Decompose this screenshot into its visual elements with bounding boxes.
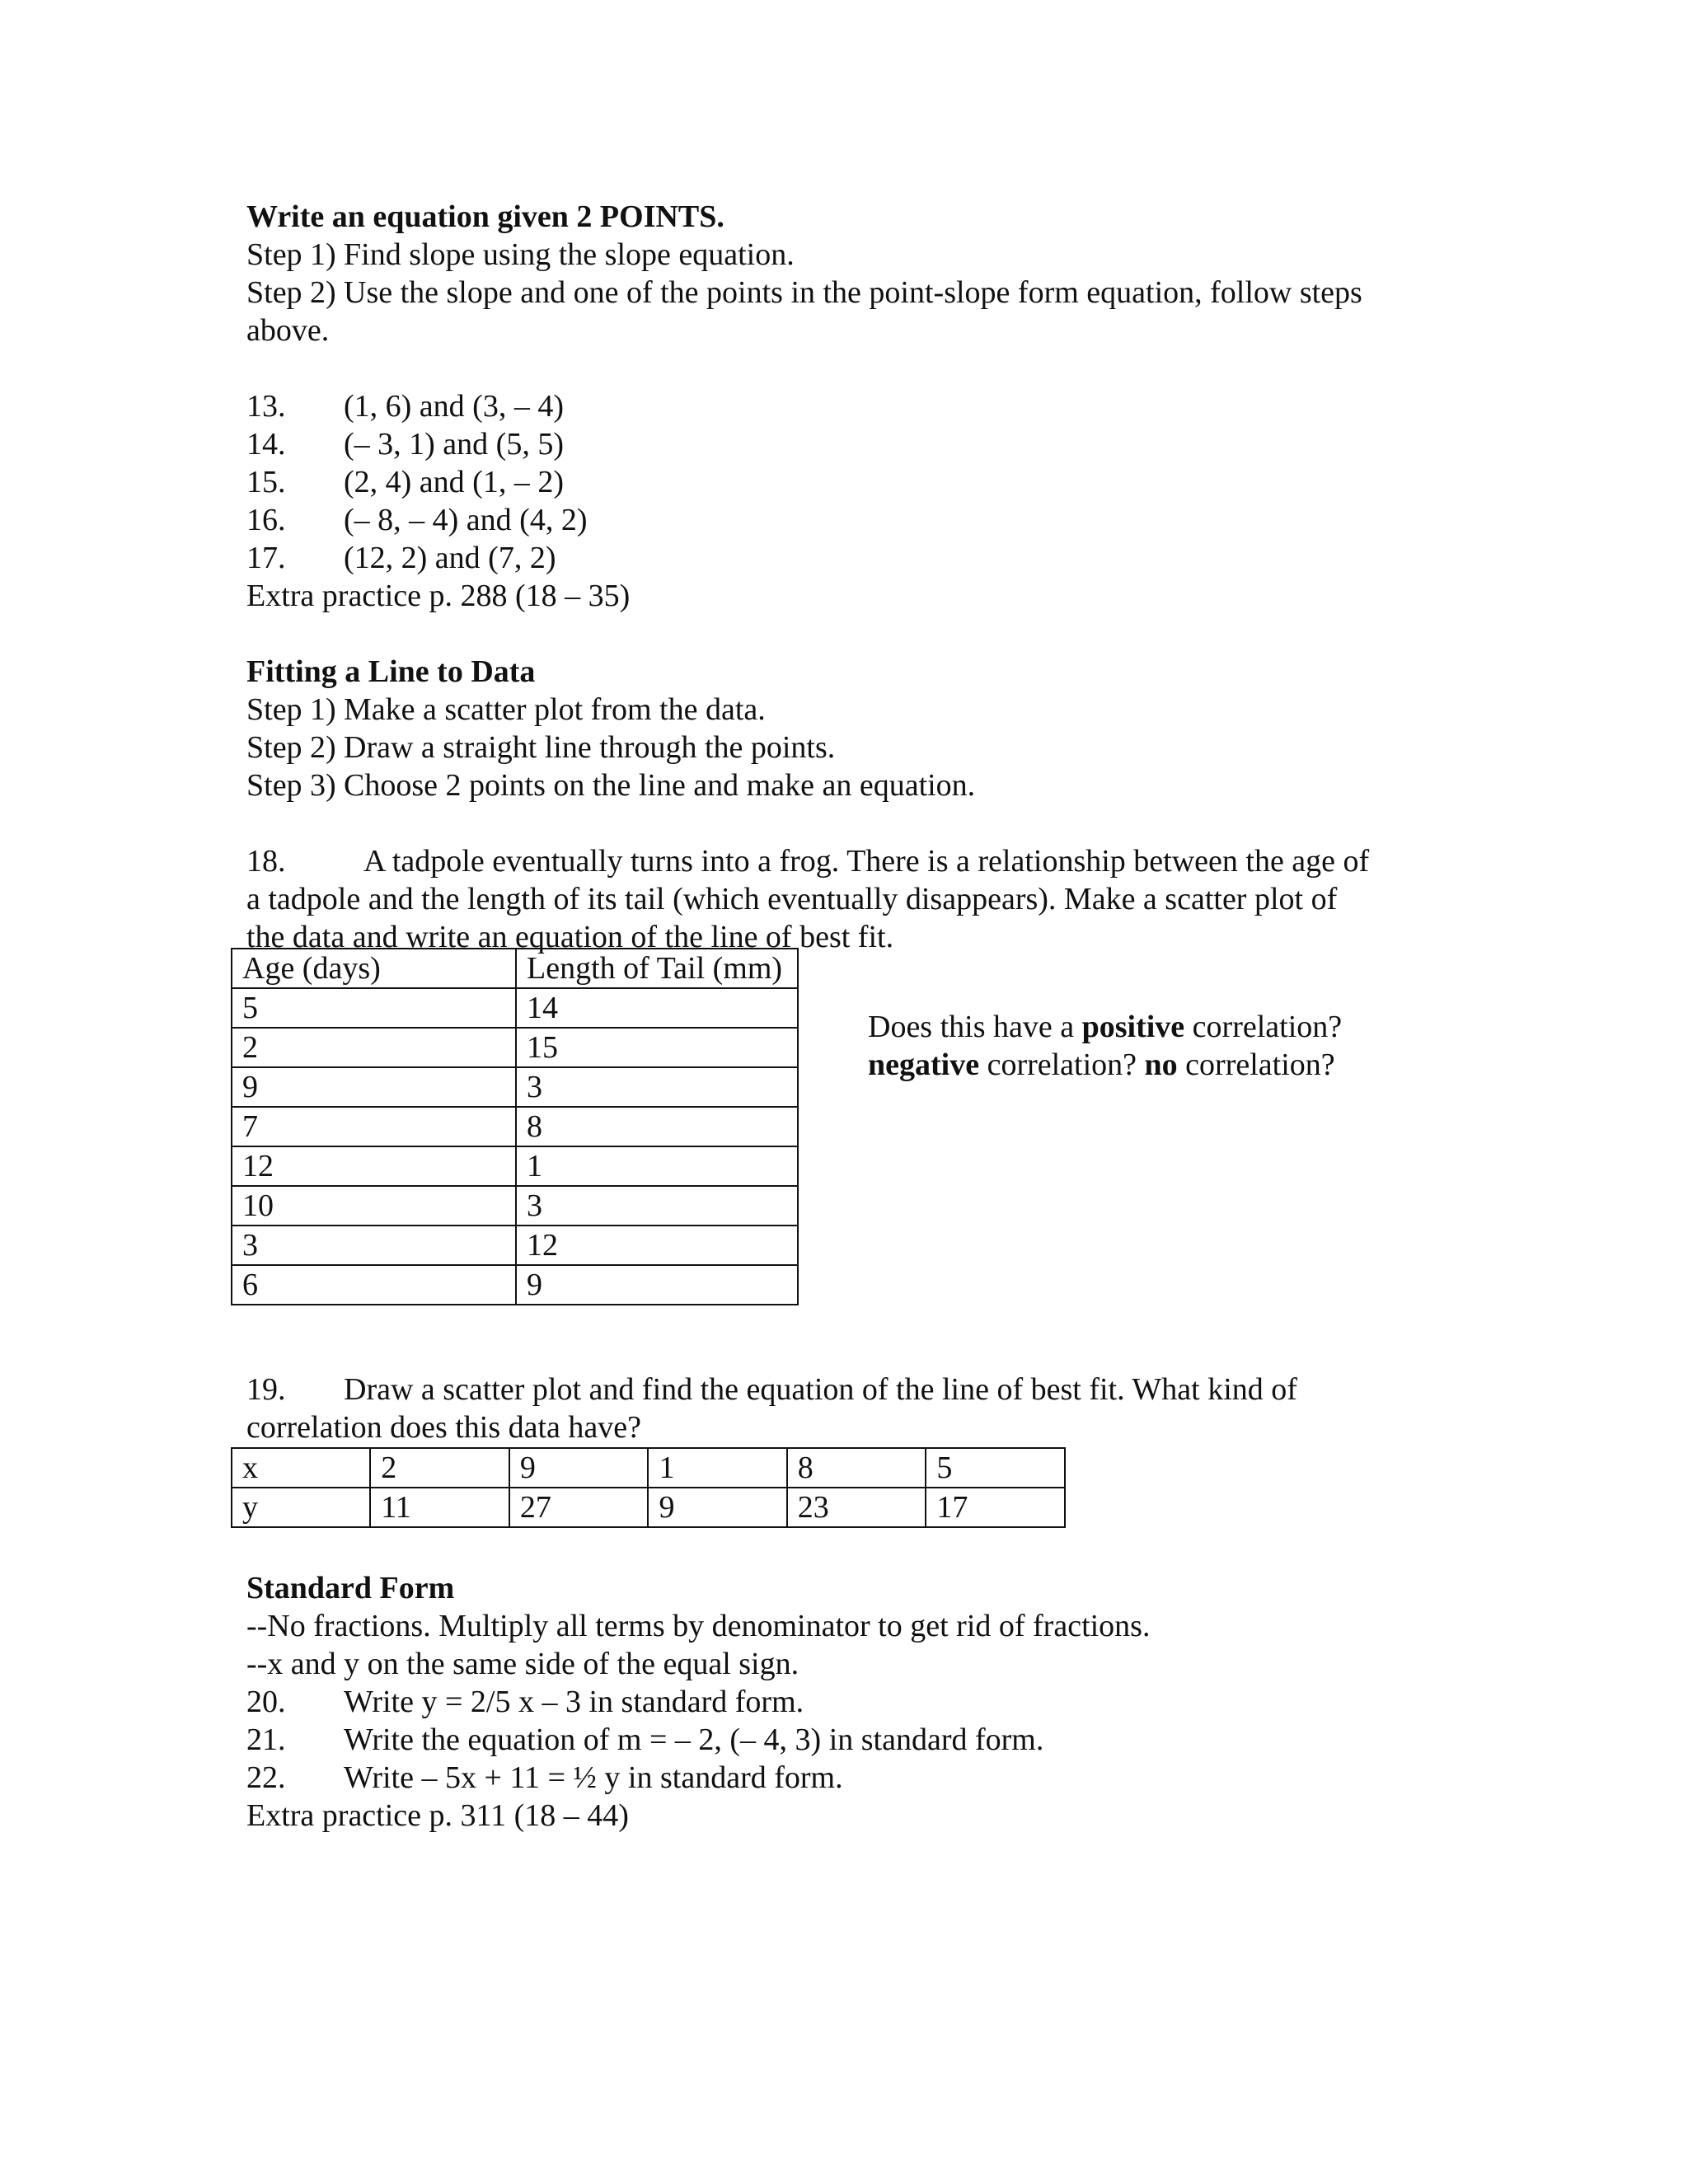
header-age: Age (days) — [232, 949, 516, 988]
table-header-row — [232, 949, 798, 988]
correlation-question: Does this have a positive correlation? negative correlation? no correlation? — [868, 1010, 1343, 1082]
rule-same-side: --x and y on the same side of the equal sign. — [246, 1647, 799, 1681]
table-row: 6 9 — [232, 1265, 798, 1305]
y-label: y — [232, 1488, 370, 1527]
fit-step-3: Step 3) Choose 2 points on the line and make an equation. — [246, 768, 976, 803]
header-tail-length: Length of Tail (mm) — [516, 949, 798, 988]
step-2: Step 2) Use the slope and one of the points in the point-slope form equation, follow steps — [246, 275, 1362, 310]
fit-step-2: Step 2) Draw a straight line through the points. — [246, 730, 836, 765]
rule-no-fractions: --No fractions. Multiply all terms by denominator to get rid of fractions. — [246, 1609, 1151, 1643]
table-row: 10 3 — [232, 1186, 798, 1226]
section-heading-fitting: Fitting a Line to Data — [246, 654, 536, 689]
tadpole-data-table — [231, 948, 799, 1305]
section-heading-two-points: Write an equation given 2 POINTS. — [246, 199, 724, 234]
extra-practice-288: Extra practice p. 288 (18 – 35) — [246, 579, 631, 613]
problem-18-line1: 18. A tadpole eventually turns into a frog. There is a relationship between the age of — [246, 844, 1370, 879]
table-row: 5 14 — [232, 988, 798, 1028]
table-row-x: x 2 9 1 8 5 — [232, 1448, 1065, 1488]
x-label: x — [232, 1448, 370, 1488]
extra-practice-311: Extra practice p. 311 (18 – 44) — [246, 1798, 629, 1833]
problem-19-text: 19. Draw a scatter plot and find the equation of the line of best fit. What kind of correlation does this data have? — [246, 1372, 1297, 1445]
table-row: 3 12 — [232, 1226, 798, 1265]
table-row: 9 3 — [232, 1067, 798, 1107]
standard-form-section — [246, 1569, 1433, 1835]
problem-14: 14. (– 3, 1) and (5, 5) — [246, 427, 564, 462]
problem-15: 15. (2, 4) and (1, – 2) — [246, 465, 564, 499]
problem-22: 22. Write – 5x + 11 = ½ y in standard form. — [246, 1760, 843, 1795]
table-row: 7 8 — [232, 1107, 798, 1146]
problem-21: 21. Write the equation of m = – 2, (– 4, 3) in standard form. — [246, 1722, 1044, 1757]
table-row-y: y 11 27 9 23 17 — [232, 1488, 1065, 1527]
table-row: 2 15 — [232, 1028, 798, 1067]
step-2-continuation: above. — [246, 313, 330, 348]
section-heading-standard-form: Standard Form — [246, 1571, 455, 1605]
step-1: Step 1) Find slope using the slope equation. — [246, 237, 795, 272]
fit-step-1: Step 1) Make a scatter plot from the data. — [246, 692, 766, 727]
problem-13: 13. (1, 6) and (3, – 4) — [246, 389, 564, 424]
problem-16: 16. (– 8, – 4) and (4, 2) — [246, 503, 588, 537]
problem-18-line2: a tadpole and the length of its tail (which eventually disappears). Make a scatter plot of — [246, 882, 1338, 916]
table-row: 12 1 — [232, 1146, 798, 1186]
xy-data-table — [231, 1447, 1066, 1528]
problem-17: 17. (12, 2) and (7, 2) — [246, 541, 556, 575]
problem-18-line3: the data and write an equation of the line of best fit. — [246, 920, 894, 954]
problem-20: 20. Write y = 2/5 x – 3 in standard form. — [246, 1685, 804, 1719]
worksheet-upper — [246, 198, 1433, 956]
